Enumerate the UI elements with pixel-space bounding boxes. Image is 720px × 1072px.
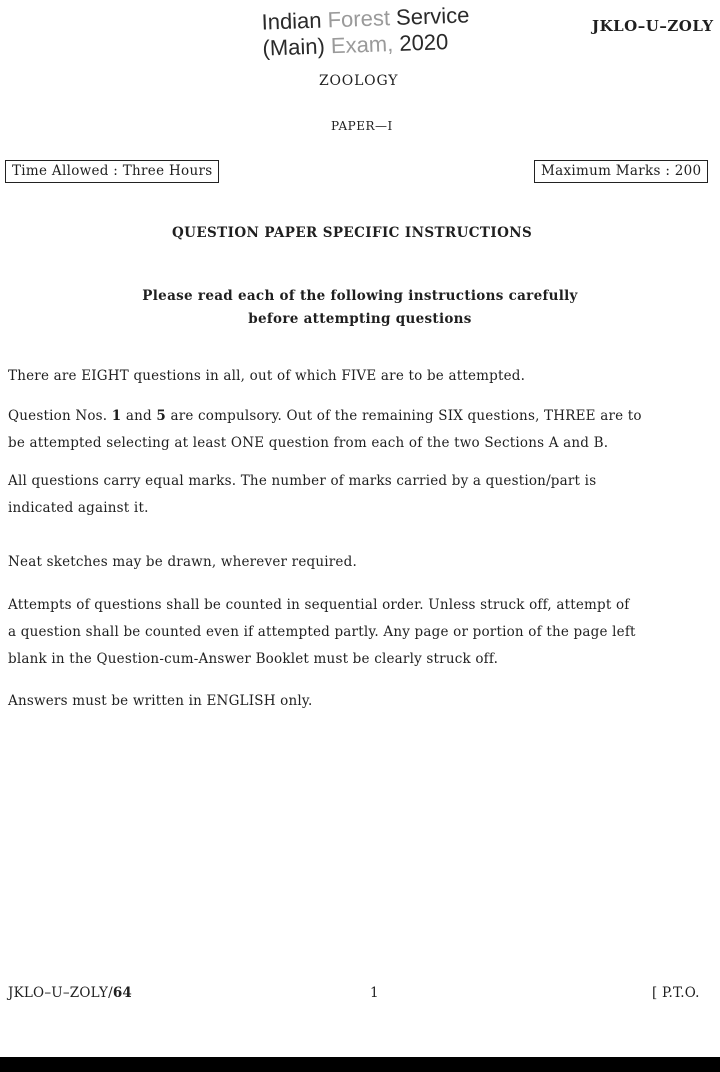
text: and — [121, 408, 157, 424]
footer-code-text: JKLO–U–ZOLY/ — [8, 985, 113, 1001]
instruction-6: Answers must be written in ENGLISH only. — [8, 693, 313, 709]
instruction-2 — [8, 403, 642, 457]
paper-code: JKLO–U–ZOLY — [592, 17, 714, 35]
instruction-2-line-1 — [8, 403, 642, 430]
instruction-3 — [8, 468, 596, 522]
footer-code — [8, 985, 132, 1001]
pto-label: [ P.T.O. — [652, 985, 700, 1001]
stamp-text: Indian — [261, 7, 322, 35]
stamp-text-faint: Forest — [321, 4, 397, 33]
question-number: 5 — [156, 408, 166, 424]
instructions-subheading — [0, 285, 720, 331]
instruction-5-line-3: blank in the Question-cum-Answer Booklet must be clearly struck off. — [8, 651, 499, 667]
question-number: 1 — [111, 408, 122, 424]
instruction-4: Neat sketches may be drawn, wherever required. — [8, 554, 357, 570]
instruction-2-line-2: be attempted selecting at least ONE question from each of the two Sections A and B. — [8, 435, 609, 451]
stamp-text: 2020 — [398, 29, 449, 56]
paper-number: PAPER—I — [331, 119, 393, 133]
scan-bottom-edge — [0, 1057, 720, 1072]
exam-stamp — [261, 2, 471, 61]
stamp-text: (Main) — [262, 33, 326, 61]
instruction-1: There are EIGHT questions in all, out of which FIVE are to be attempted. — [8, 368, 526, 384]
page-number: 1 — [370, 985, 379, 1001]
time-allowed-box: Time Allowed : Three Hours — [5, 160, 219, 183]
instruction-5-line-2: a question shall be counted even if attempted partly. Any page or portion of the page left — [8, 624, 636, 640]
instruction-3-line-1: All questions carry equal marks. The number of marks carried by a question/part is — [8, 473, 597, 489]
subject-title: ZOOLOGY — [319, 73, 399, 89]
footer-code-number: 64 — [112, 985, 133, 1001]
instruction-5-line-1: Attempts of questions shall be counted in sequential order. Unless struck off, attempt of — [8, 597, 630, 613]
instruction-5 — [8, 592, 636, 673]
stamp-text-faint: Exam, — [324, 30, 400, 59]
maximum-marks-box: Maximum Marks : 200 — [534, 160, 708, 183]
subheading-line-2: before attempting questions — [248, 311, 472, 327]
instruction-3-line-2: indicated against it. — [8, 500, 149, 516]
instructions-heading: QUESTION PAPER SPECIFIC INSTRUCTIONS — [172, 225, 533, 241]
stamp-text: Service — [395, 2, 470, 30]
subheading-line-1: Please read each of the following instructions carefully — [142, 288, 578, 304]
text: are compulsory. Out of the remaining SIX questions, THREE are to — [165, 408, 642, 424]
text: Question Nos. — [8, 408, 112, 424]
